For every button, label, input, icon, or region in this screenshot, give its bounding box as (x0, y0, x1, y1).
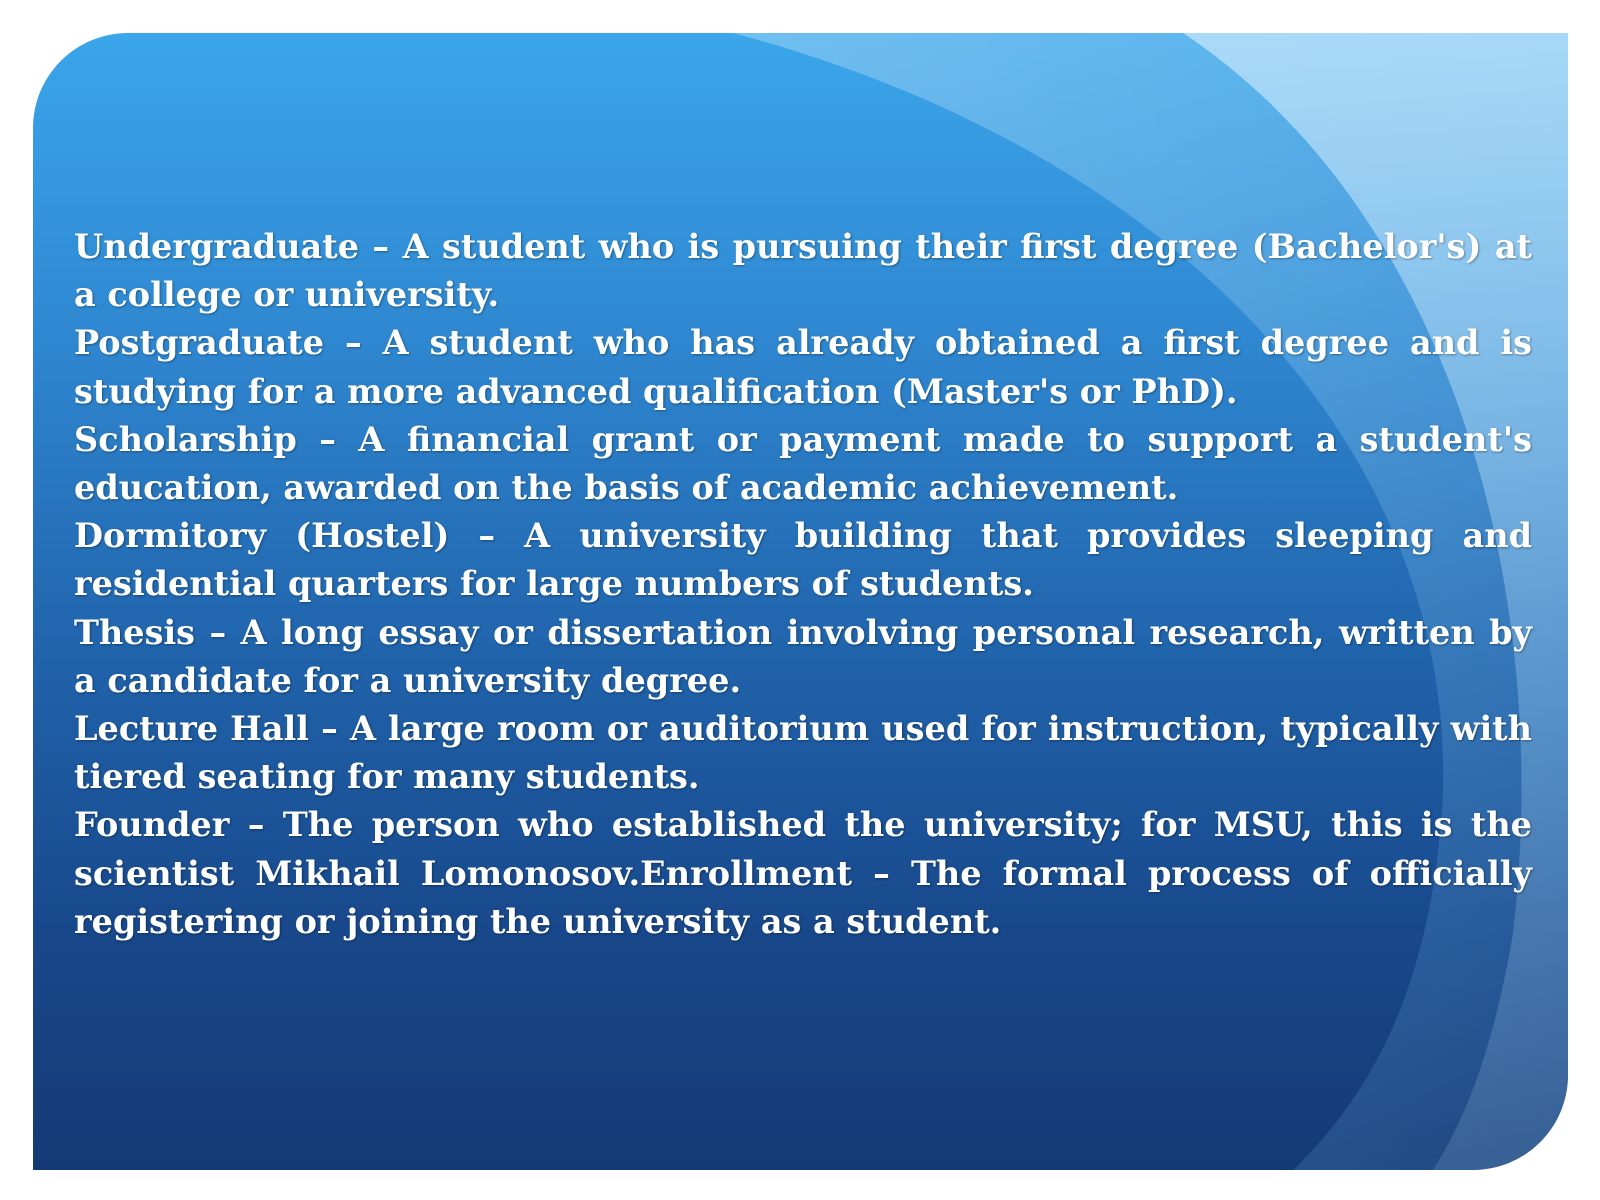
definition-thesis: Thesis – A long essay or dissertation involving personal research, written by a candidate for a university degree. (74, 612, 1532, 700)
definition-founder-enrollment: Founder – The person who established the university; for MSU, this is the scientist Mikhail Lomonosov.Enrollment – The formal process of officially registering or joining the university as a student. (74, 805, 1532, 941)
slide (33, 33, 1568, 1170)
definition-postgraduate: Postgraduate – A student who has already obtained a first degree and is studying for a more advanced qualification (Master's or PhD). (74, 323, 1532, 411)
definition-dormitory: Dormitory (Hostel) – A university building that provides sleeping and residential quarters for large numbers of students. (74, 516, 1532, 604)
definitions-text (74, 223, 1532, 946)
definition-lecture-hall: Lecture Hall – A large room or auditorium used for instruction, typically with tiered seating for many students. (74, 709, 1532, 797)
definition-scholarship: Scholarship – A financial grant or payment made to support a student's education, awarded on the basis of academic achievement. (74, 419, 1532, 508)
definition-undergraduate: Undergraduate – A student who is pursuing their first degree (Bachelor's) at a college or university. (74, 227, 1532, 315)
